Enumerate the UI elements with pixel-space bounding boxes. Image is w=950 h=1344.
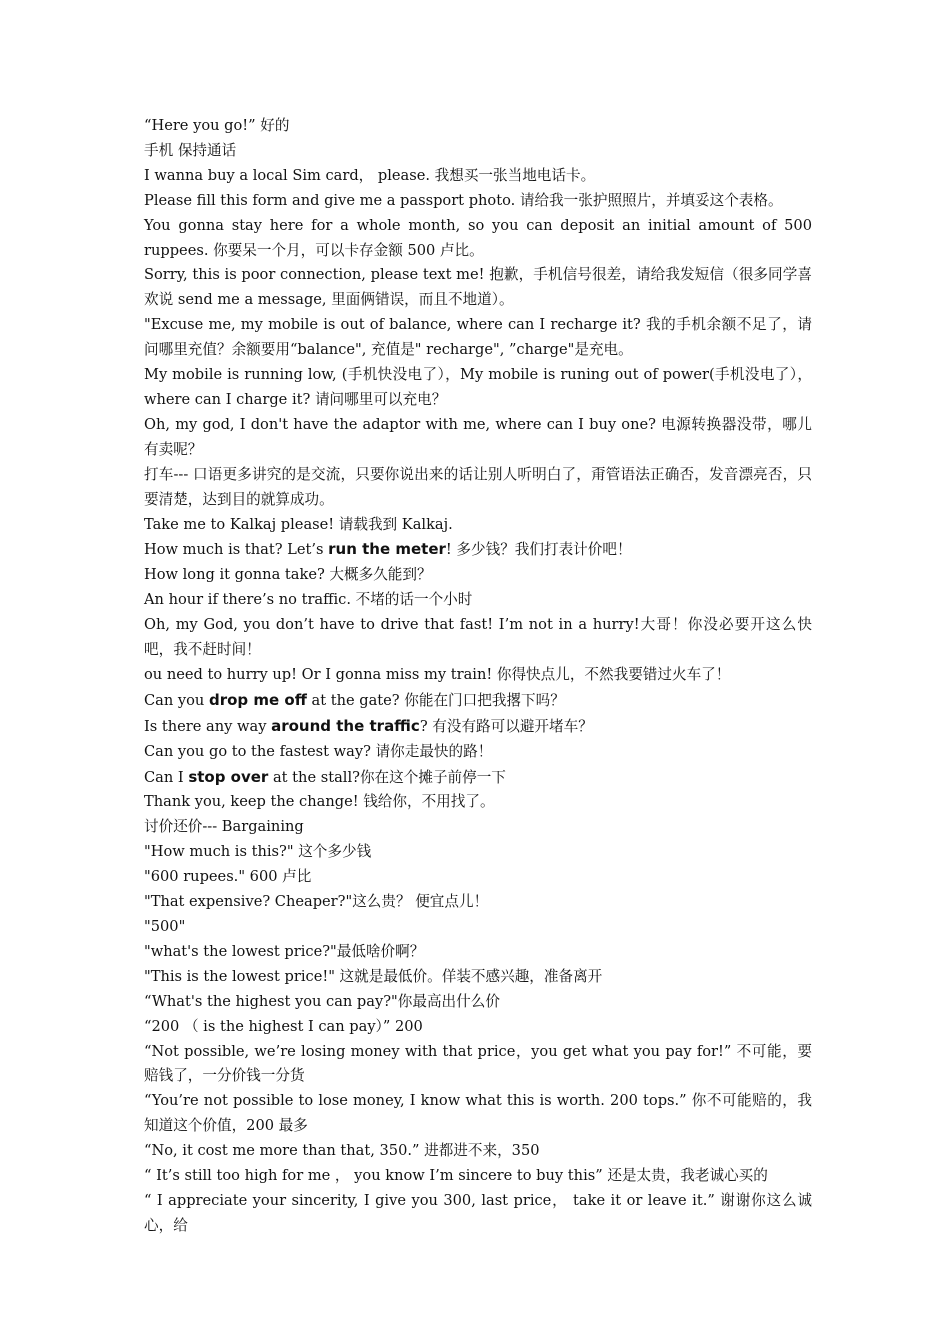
text-line: Please fill this form and give me a passport photo. 请给我一张护照照片，并填妥这个表格。 bbox=[144, 191, 783, 209]
text-segment: at the stall?你在这个摊子前停一下 bbox=[268, 768, 506, 786]
text-segment: ? 有没有路可以避开堵车？ bbox=[419, 717, 593, 735]
text-line: I wanna buy a local Sim card， please. 我想买一张当地电话卡。 bbox=[144, 166, 596, 184]
text-line: ou need to hurry up! Or I gonna miss my train! 你得快点儿，不然我要错过火车了！ bbox=[144, 665, 731, 683]
text-segment: at the gate? 你能在门口把我撂下吗？ bbox=[306, 691, 565, 709]
text-line: 打车--- 口语更多讲究的是交流，只要你说出来的话让别人听明白了，甭管语法正确否，发音漂亮否，只要清楚，达到目的就算成功。 bbox=[144, 465, 812, 508]
text-line: "Excuse me, my mobile is out of balance, where can I recharge it? 我的手机余额不足了，请问哪里充值？余额要用“balance", 充值是" recharge", ”charge"是充电。 bbox=[144, 316, 812, 359]
text-line: "600 rupees." 600 卢比 bbox=[144, 868, 312, 886]
text-line: “ It’s still too high for me ， you know I’m sincere to buy this” 还是太贵，我老诚心买的 bbox=[144, 1167, 768, 1185]
bold-phrase: drop me off bbox=[208, 690, 307, 709]
text-line: Sorry, this is poor connection, please text me! 抱歉，手机信号很差，请给我发短信（很多同学喜欢说 send me a message, 里面俩错误，而且不地道）。 bbox=[144, 266, 812, 309]
text-line: "This is the lowest price!" 这就是最低价。佯装不感兴趣，准备离开 bbox=[144, 967, 603, 985]
text-line bbox=[144, 688, 812, 714]
text-line: Thank you, keep the change! 钱给你，不用找了。 bbox=[144, 793, 495, 811]
text-line: “What's the highest you can pay?"你最高出什么价 bbox=[144, 992, 500, 1010]
text-line: “No, it cost me more than that, 350.” 进都进不来，350 bbox=[144, 1142, 540, 1160]
text-line: Oh, my God, you don’t have to drive that fast! I’m not in a hurry!大哥！你没必要开这么快吧，我不赶时间！ bbox=[144, 616, 812, 659]
text-segment: How much is that? Let’s bbox=[144, 541, 329, 559]
text-segment: Can you bbox=[144, 691, 209, 709]
text-line: How long it gonna take? 大概多久能到？ bbox=[144, 566, 432, 584]
text-line: “Here you go!” 好的 bbox=[144, 117, 290, 134]
bold-phrase: stop over bbox=[188, 767, 269, 786]
text-line: "what's the lowest price?"最低啥价啊？ bbox=[144, 942, 425, 960]
text-line: “200 （ is the highest I can pay）” 200 bbox=[144, 1017, 423, 1035]
bold-phrase: run the meter bbox=[328, 540, 446, 559]
text-line: “You’re not possible to lose money, I know what this is worth. 200 tops.” 你不可能赔的，我知道这个价值，200 最多 bbox=[144, 1092, 812, 1135]
text-line bbox=[144, 765, 812, 791]
text-segment: Can I bbox=[144, 768, 189, 786]
document-body bbox=[144, 114, 812, 1239]
text-line: “ I appreciate your sincerity, I give you 300, last price， take it or leave it.” 谢谢你这么诚心，给 bbox=[144, 1191, 812, 1234]
text-line: You gonna stay here for a whole month, so you can deposit an initial amount of 500 ruppees. 你要呆一个月，可以卡存金额 500 卢比。 bbox=[144, 216, 812, 259]
text-segment: Is there any way bbox=[144, 717, 272, 735]
text-line: My mobile is running low, (手机快没电了），My mobile is runing out of power(手机没电了），where can I charge it? 请问哪里可以充电？ bbox=[144, 366, 812, 408]
text-line: 手机 保持通话 bbox=[144, 141, 237, 159]
text-line: "How much is this?" 这个多少钱 bbox=[144, 843, 372, 861]
text-line: “Not possible, we’re losing money with that price，you get what you pay for!” 不可能，要赔钱了，一分价钱一分货 bbox=[144, 1042, 812, 1085]
text-line: "500" bbox=[144, 918, 186, 935]
text-segment: ! 多少钱？我们打表计价吧！ bbox=[445, 541, 632, 559]
text-line: 讨价还价--- Bargaining bbox=[144, 818, 304, 836]
text-line: "That expensive? Cheaper?"这么贵？ 便宜点儿！ bbox=[144, 893, 489, 911]
text-line bbox=[144, 537, 812, 563]
text-line: An hour if there’s no traffic. 不堵的话一个小时 bbox=[144, 591, 473, 609]
text-line bbox=[144, 714, 812, 740]
text-line: Take me to Kalkaj please! 请载我到 Kalkaj. bbox=[144, 515, 453, 533]
text-line: Oh, my god, I don't have the adaptor with me, where can I buy one? 电源转换器没带，哪儿有卖呢？ bbox=[144, 415, 812, 458]
text-line: Can you go to the fastest way? 请你走最快的路！ bbox=[144, 742, 493, 760]
bold-phrase: around the traffic bbox=[271, 716, 420, 735]
